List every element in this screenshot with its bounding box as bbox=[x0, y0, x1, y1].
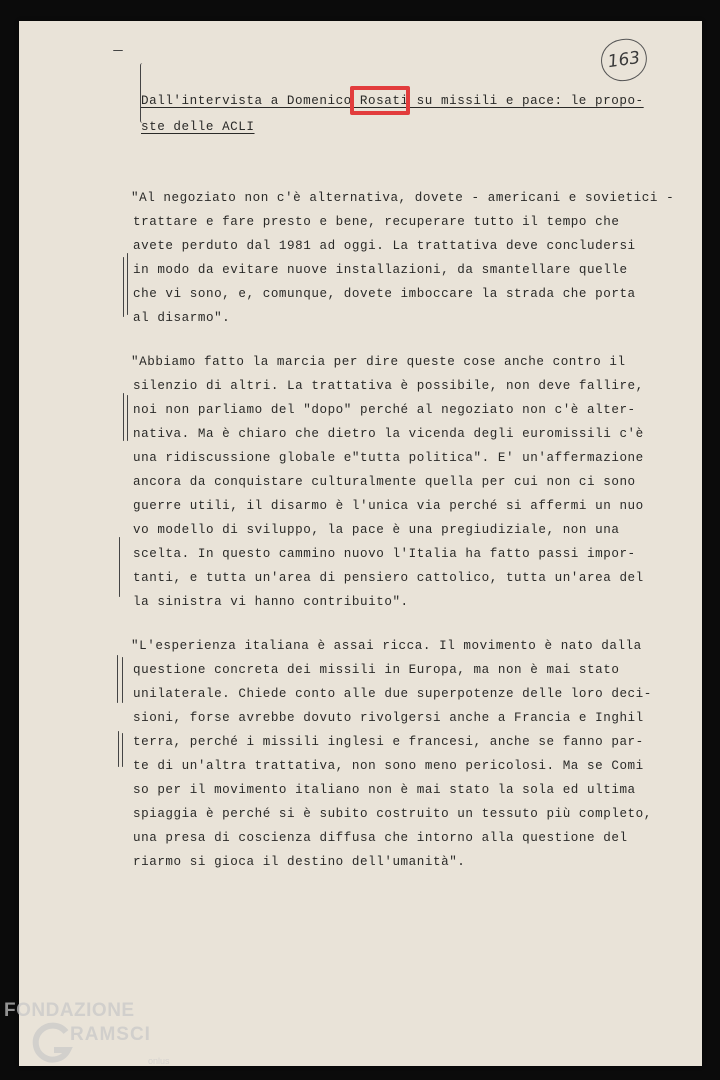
paragraph-line: questione concreta dei missili in Europa, ma non è mai stato bbox=[133, 663, 620, 677]
paragraph-line: sioni, forse avrebbe dovuto rivolgersi anche a Francia e Inghil bbox=[133, 711, 644, 725]
paragraph-line: so per il movimento italiano non è mai stato la sola ed ultima bbox=[133, 783, 636, 797]
paragraph-line: silenzio di altri. La trattativa è possibile, non deve fallire, bbox=[133, 379, 644, 393]
margin-bracket-mark bbox=[140, 63, 145, 123]
paragraph-line: che vi sono, e, comunque, dovete imboccare la strada che porta bbox=[133, 287, 636, 301]
paragraph-line: terra, perché i missili inglesi e francesi, anche se fanno par- bbox=[133, 735, 644, 749]
paragraph-line: scelta. In questo cammino nuovo l'Italia ha fatto passi impor- bbox=[133, 547, 636, 561]
archive-watermark bbox=[0, 996, 200, 1080]
paragraph-line: riarmo si gioca il destino dell'umanità". bbox=[133, 855, 466, 869]
page-number-stamp: 163 bbox=[598, 36, 649, 84]
paragraph-line: "Al negoziato non c'è alternativa, dovete - americani e sovietici - bbox=[131, 191, 675, 205]
paragraph-line: una ridiscussione globale e"tutta politica". E' un'affermazione bbox=[133, 451, 644, 465]
margin-line-mark bbox=[122, 657, 123, 703]
watermark-line-3: onlus bbox=[148, 1056, 170, 1066]
paragraph-line: tanti, e tutta un'area di pensiero cattolico, tutta un'area del bbox=[133, 571, 644, 585]
paragraph-line: "Abbiamo fatto la marcia per dire queste cose anche contro il bbox=[131, 355, 626, 369]
margin-line-mark bbox=[117, 655, 118, 703]
margin-line-mark bbox=[127, 395, 128, 441]
paragraph-line: in modo da evitare nuove installazioni, da smantellare quelle bbox=[133, 263, 628, 277]
margin-line-mark bbox=[123, 257, 124, 317]
title-line: Dall'intervista a Domenico Rosati su missili e pace: le propo- bbox=[141, 94, 644, 108]
paragraph-line: la sinistra vi hanno contribuito". bbox=[133, 595, 409, 609]
paragraph-line: ancora da conquistare culturalmente quella per cui non ci sono bbox=[133, 475, 636, 489]
highlight-box-rosati bbox=[350, 86, 410, 115]
paragraph-line: trattare e fare presto e bene, recuperare tutto il tempo che bbox=[133, 215, 620, 229]
paragraph-line: noi non parliamo del "dopo" perché al negoziato non c'è alter- bbox=[133, 403, 636, 417]
margin-line-mark bbox=[123, 393, 124, 441]
paragraph-line: guerre utili, il disarmo è l'unica via perché si affermi un nuo bbox=[133, 499, 644, 513]
title-line: ste delle ACLI bbox=[141, 120, 255, 134]
paragraph-line: vo modello di sviluppo, la pace è una pregiudiziale, non una bbox=[133, 523, 620, 537]
margin-dash-mark bbox=[113, 50, 123, 52]
paragraph-line: unilaterale. Chiede conto alle due superpotenze delle loro deci- bbox=[133, 687, 652, 701]
watermark-line-2: RAMSCI bbox=[70, 1024, 151, 1045]
paragraph-line: spiaggia è perché si è subito costruito un tessuto più completo, bbox=[133, 807, 652, 821]
paragraph-line: "L'esperienza italiana è assai ricca. Il movimento è nato dalla bbox=[131, 639, 642, 653]
paragraph-line: al disarmo". bbox=[133, 311, 231, 325]
gramsci-logo-icon bbox=[30, 1022, 74, 1066]
watermark-line-1: FONDAZIONE bbox=[4, 1000, 135, 1021]
margin-line-mark bbox=[119, 537, 120, 597]
paragraph-line: una presa di coscienza diffusa che intorno alla questione del bbox=[133, 831, 628, 845]
paragraph-line: avete perduto dal 1981 ad oggi. La trattativa deve concludersi bbox=[133, 239, 636, 253]
paragraph-line: te di un'altra trattativa, non sono meno pericolosi. Ma se Comi bbox=[133, 759, 644, 773]
paragraph-line: nativa. Ma è chiaro che dietro la vicenda degli euromissili c'è bbox=[133, 427, 644, 441]
margin-line-mark bbox=[127, 253, 128, 315]
document-page bbox=[19, 21, 702, 1066]
margin-line-mark bbox=[118, 731, 119, 767]
margin-line-mark bbox=[122, 733, 123, 767]
